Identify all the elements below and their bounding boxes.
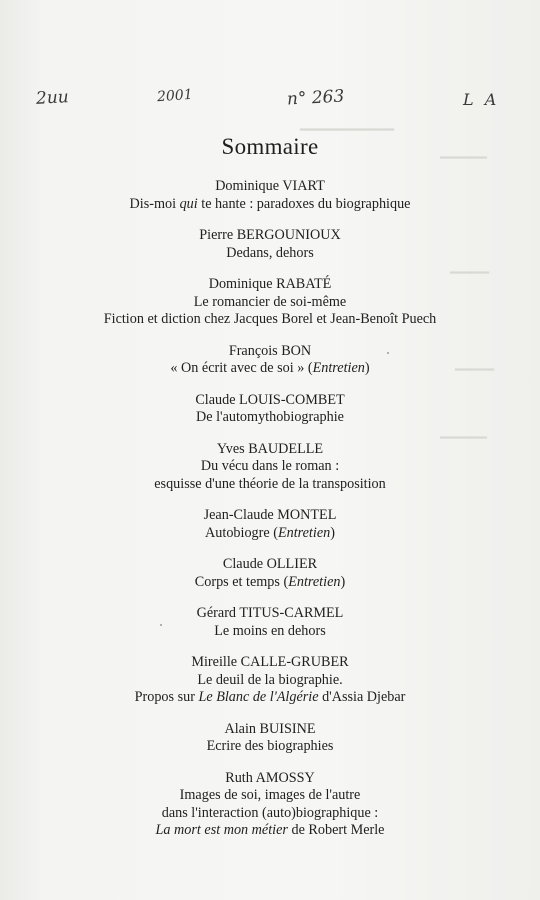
toc-article-title-line [0, 196, 540, 214]
italic-title-segment: Entretien [312, 360, 365, 376]
title-segment: dans l'interaction (auto)biographique : [161, 804, 379, 821]
title-segment: de Robert Merle [287, 822, 385, 838]
paper-speck [387, 352, 389, 354]
toc-article-title-line [0, 525, 540, 543]
toc-author: Yves BAUDELLE [216, 440, 324, 457]
title-segment: Dis-moi [129, 195, 180, 212]
toc-entry [0, 507, 540, 542]
title-segment: Ecrire des biographies [206, 738, 334, 754]
show-through-text: ━━━━━ [455, 362, 495, 377]
toc-entry [0, 605, 540, 640]
toc-author: François BON [228, 342, 312, 359]
page-title: Sommaire [221, 134, 319, 159]
title-segment: De l'automythobiographie [196, 409, 344, 425]
toc-author: Claude OLLIER [222, 556, 318, 572]
toc-entry [0, 276, 540, 329]
toc-entry [0, 721, 540, 756]
title-segment: Le deuil de la biographie. [197, 671, 343, 688]
toc-author: Mireille CALLE-GRUBER [191, 654, 349, 670]
toc-entry [0, 178, 540, 213]
title-segment: Autobiogre ( [205, 524, 278, 541]
toc-entry [0, 392, 540, 427]
title-segment: d'Assia Djebar [318, 689, 406, 705]
handwritten-note-right: L A [463, 90, 500, 109]
toc-article-title-line [0, 311, 540, 329]
title-segment: Images de soi, images de l'autre [179, 787, 361, 803]
title-segment: ) [364, 360, 370, 376]
title-segment: ) [330, 524, 335, 541]
title-segment: ) [340, 573, 346, 590]
toc-entry [0, 343, 540, 378]
toc-author: Dominique VIART [215, 178, 325, 194]
show-through-text: ━━━━━━━━━━━━ [300, 122, 394, 137]
title-segment: Fiction et diction chez Jacques Borel et Jean-Benoît Puech [103, 311, 437, 327]
table-of-contents [0, 178, 540, 854]
italic-title-segment: Entretien [288, 573, 341, 590]
toc-author: Dominique RABATÉ [208, 276, 332, 292]
toc-entry [0, 227, 540, 262]
toc-article-title-line [0, 822, 540, 840]
toc-entry [0, 770, 540, 840]
paper-speck [160, 624, 162, 626]
toc-article-title-line [0, 409, 540, 427]
title-segment: « On écrit avec de soi » ( [170, 360, 313, 376]
toc-article-title-line [0, 689, 540, 707]
handwritten-note-year: 2001 [156, 86, 194, 106]
toc-article-title-line [0, 623, 540, 641]
toc-entry [0, 654, 540, 707]
toc-author: Ruth AMOSSY [225, 769, 315, 786]
title-segment: Du vécu dans le roman : [200, 458, 340, 474]
title-segment: Le moins en dehors [214, 622, 326, 639]
title-segment: Le romancier de soi-même [193, 293, 347, 310]
toc-author: Jean-Claude MONTEL [203, 507, 337, 523]
italic-title-segment: Entretien [277, 524, 331, 541]
toc-article-title-line [0, 805, 540, 823]
toc-article-title-line [0, 738, 540, 756]
toc-author: Claude LOUIS-COMBET [195, 391, 345, 408]
toc-article-title-line [0, 574, 540, 592]
italic-title-segment: qui [179, 195, 198, 212]
toc-entry [0, 441, 540, 494]
toc-article-title-line [0, 360, 540, 378]
toc-author: Gérard TITUS-CARMEL [196, 605, 344, 621]
toc-author: Pierre BERGOUNIOUX [199, 227, 341, 243]
title-segment: te hante : paradoxes du biographique [197, 195, 411, 212]
italic-title-segment: La mort est mon métier [155, 822, 288, 838]
toc-author: Alain BUISINE [224, 720, 316, 737]
title-segment: Dedans, dehors [226, 244, 314, 261]
toc-article-title-line [0, 476, 540, 494]
title-segment: Propos sur [134, 689, 199, 705]
toc-article-title-line [0, 294, 540, 312]
title-segment: esquisse d'une théorie de la transposition [154, 475, 386, 492]
show-through-text: ━━━━━━ [440, 150, 487, 165]
show-through-text: ━━━━━ [450, 265, 490, 280]
toc-entry [0, 556, 540, 591]
toc-article-title-line [0, 787, 540, 805]
toc-article-title-line [0, 245, 540, 263]
show-through-text: ━━━━━━ [440, 430, 487, 445]
italic-title-segment: Le Blanc de l'Algérie [198, 689, 319, 705]
title-segment: Corps et temps ( [194, 573, 289, 590]
toc-article-title-line [0, 672, 540, 690]
toc-article-title-line [0, 458, 540, 476]
handwritten-note-number: n° 263 [286, 86, 345, 110]
handwritten-note-left: 2uu [35, 87, 70, 109]
